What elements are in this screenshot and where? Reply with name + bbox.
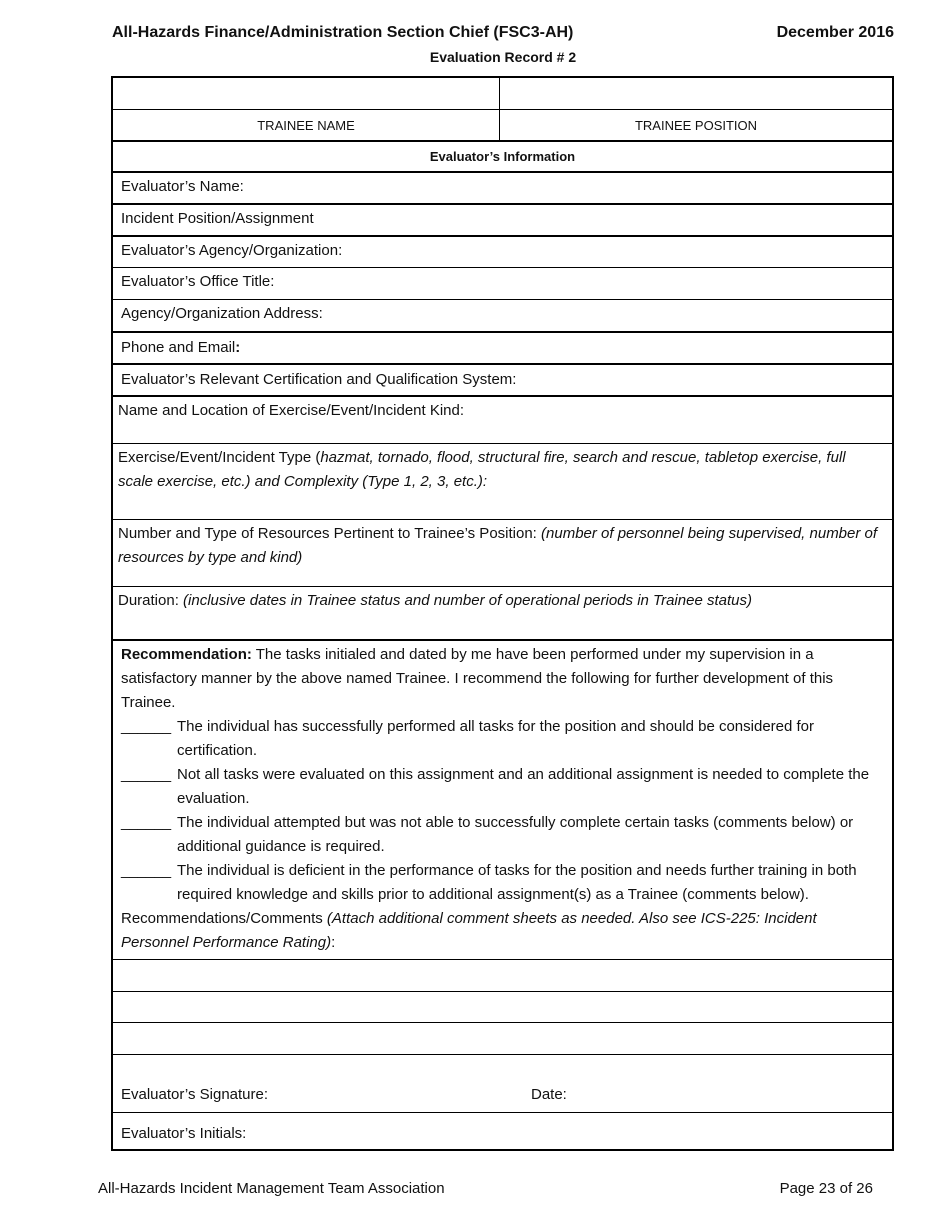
recommendation-intro: Recommendation: The tasks initialed and dated by me have been performed under my supervision in a satisfactory manner by the above named Trainee. I recommend the following for further development of this Trainee. [121, 646, 834, 711]
footer-organization: All-Hazards Incident Management Team Association [98, 1180, 445, 1197]
trainee-name-label: TRAINEE NAME [257, 117, 355, 133]
office-title-label: Evaluator’s Office Title: [121, 273, 275, 290]
document-date: December 2016 [776, 24, 894, 41]
trainee-input-row [113, 78, 892, 109]
agency-address-label: Agency/Organization Address: [121, 305, 323, 322]
exercise-type-label: Exercise/Event/Incident Type (hazmat, tornado, flood, structural fire, search and rescue, tabletop exercise, full scale exercise, etc.) and Complexity (Type 1, 2, 3, etc.): [118, 449, 846, 490]
phone-email-row[interactable] [113, 331, 892, 363]
recommendation-option-2[interactable]: ______ Not all tasks were evaluated on this assignment and an additional assignment is needed to complete the evaluation. [121, 763, 880, 811]
evaluation-form [111, 76, 894, 1151]
comment-line[interactable] [113, 991, 892, 1022]
office-title-row[interactable] [113, 267, 892, 299]
comment-line[interactable] [113, 959, 892, 991]
recommendation-text [121, 643, 880, 955]
certification-row[interactable] [113, 363, 892, 395]
duration-row[interactable] [113, 586, 892, 639]
recommendation-option-1[interactable]: ______ The individual has successfully performed all tasks for the position and should be considered for certification. [121, 715, 880, 763]
incident-position-label: Incident Position/Assignment [121, 210, 314, 227]
agency-address-row[interactable] [113, 299, 892, 331]
evaluator-agency-label: Evaluator’s Agency/Organization: [121, 242, 343, 259]
recommendation-option-4[interactable]: ______ The individual is deficient in the performance of tasks for the position and needs further training in both required knowledge and skills prior to additional assignment(s) as a Trainee (comments below). [121, 859, 880, 907]
trainee-position-field[interactable] [499, 78, 892, 109]
page-number: Page 23 of 26 [779, 1180, 873, 1197]
comments-label: Recommendations/Comments (Attach additional comment sheets as needed. Also see ICS-225: Incident Personnel Performance Rating): [121, 910, 817, 951]
initial-blank[interactable]: ______ [121, 766, 172, 783]
trainee-name-field[interactable] [113, 78, 499, 109]
initial-blank[interactable]: ______ [121, 814, 172, 831]
initial-blank[interactable]: ______ [121, 862, 172, 879]
trainee-position-label: TRAINEE POSITION [499, 110, 892, 140]
initials-row[interactable] [113, 1112, 892, 1151]
evaluator-name-label: Evaluator’s Name: [121, 178, 244, 195]
certification-label: Evaluator’s Relevant Certification and Qualification System: [121, 371, 517, 388]
comment-line[interactable] [113, 1022, 892, 1054]
phone-email-label: Phone and Email: [121, 339, 241, 356]
initials-label: Evaluator’s Initials: [121, 1125, 247, 1142]
evaluator-info-title: Evaluator’s Information [429, 149, 576, 164]
incident-position-row[interactable] [113, 203, 892, 235]
signature-row[interactable] [113, 1054, 892, 1112]
trainee-label-row [113, 109, 892, 140]
exercise-name-row[interactable] [113, 395, 892, 443]
duration-label: Duration: (inclusive dates in Trainee status and number of operational periods in Trainee status) [118, 592, 752, 609]
recommendation-section [113, 639, 892, 959]
evaluation-record-title: Evaluation Record # 2 [429, 49, 577, 65]
evaluator-agency-row[interactable] [113, 235, 892, 267]
initial-blank[interactable]: ______ [121, 718, 172, 735]
resources-row[interactable] [113, 519, 892, 586]
evaluator-info-header [113, 140, 892, 171]
exercise-name-label: Name and Location of Exercise/Event/Incident Kind: [118, 402, 465, 419]
exercise-type-row[interactable] [113, 443, 892, 519]
date-label: Date: [531, 1086, 567, 1103]
resources-label: Number and Type of Resources Pertinent to Trainee’s Position: (number of personnel being supervised, number of resources by type and kind) [118, 525, 878, 566]
evaluator-name-row[interactable] [113, 171, 892, 203]
signature-label: Evaluator’s Signature: [121, 1086, 269, 1103]
document-title: All-Hazards Finance/Administration Section Chief (FSC3-AH) [112, 24, 574, 41]
recommendation-option-3[interactable]: ______ The individual attempted but was not able to successfully complete certain tasks (comments below) or additional guidance is required. [121, 811, 880, 859]
